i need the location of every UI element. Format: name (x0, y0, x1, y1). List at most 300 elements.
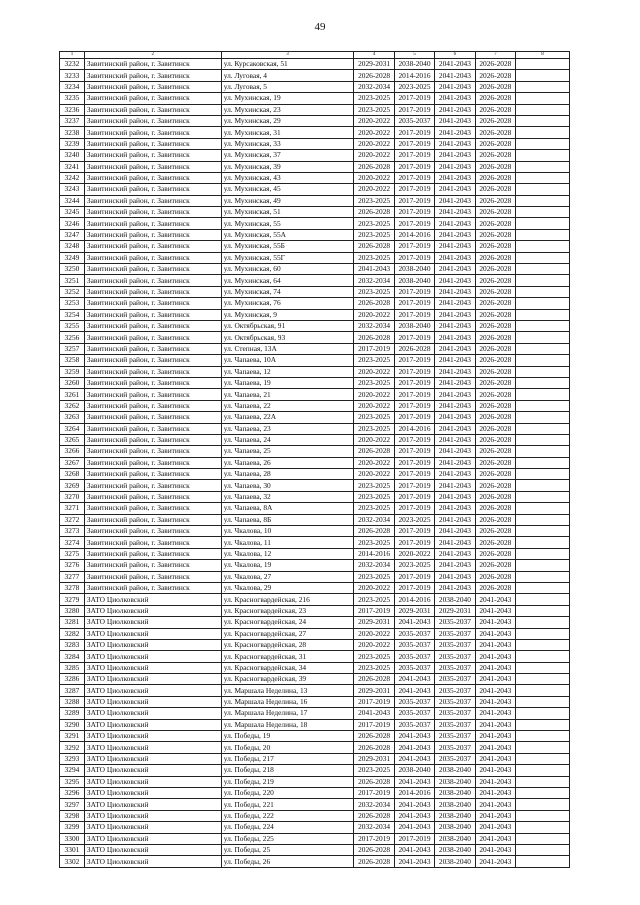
period-3-cell: 2041-2043 (435, 104, 475, 115)
table-row (60, 514, 570, 525)
period-3-cell: 2041-2043 (435, 571, 475, 582)
period-3-cell: 2041-2043 (435, 309, 475, 320)
district-locality-cell: Завитинский район, г. Завитинск (84, 59, 221, 70)
district-locality-cell: Завитинский район, г. Завитинск (84, 93, 221, 104)
note-cell (516, 662, 570, 673)
period-1-cell: 2026-2028 (354, 856, 394, 867)
table-row (60, 799, 570, 810)
period-3-cell: 2041-2043 (435, 582, 475, 593)
row-number-cell: 3287 (60, 685, 85, 696)
district-locality-cell: Завитинский район, г. Завитинск (84, 264, 221, 275)
district-locality-cell: Завитинский район, г. Завитинск (84, 104, 221, 115)
street-address-cell: ул. Маршала Неделина, 17 (221, 708, 354, 719)
note-cell (516, 127, 570, 138)
period-2-cell: 2041-2043 (394, 731, 434, 742)
district-locality-cell: Завитинский район, г. Завитинск (84, 275, 221, 286)
street-address-cell: ул. Чкалова, 11 (221, 537, 354, 548)
period-4-cell: 2041-2043 (475, 605, 515, 616)
note-cell (516, 286, 570, 297)
row-number-cell: 3275 (60, 548, 85, 559)
period-3-cell: 2041-2043 (435, 423, 475, 434)
period-2-cell: 2014-2016 (394, 229, 434, 240)
table-row (60, 275, 570, 286)
street-address-cell: ул. Мухинская, 39 (221, 161, 354, 172)
period-4-cell: 2041-2043 (475, 617, 515, 628)
period-4-cell: 2026-2028 (475, 252, 515, 263)
period-3-cell: 2029-2031 (435, 605, 475, 616)
note-cell (516, 537, 570, 548)
note-cell (516, 628, 570, 639)
period-1-cell: 2020-2022 (354, 138, 394, 149)
table-row (60, 469, 570, 480)
note-cell (516, 412, 570, 423)
table-row (60, 389, 570, 400)
row-number-cell: 3269 (60, 480, 85, 491)
period-2-cell: 2014-2016 (394, 70, 434, 81)
period-2-cell: 2017-2019 (394, 172, 434, 183)
period-2-cell: 2017-2019 (394, 526, 434, 537)
period-4-cell: 2026-2028 (475, 241, 515, 252)
district-locality-cell: ЗАТО Циолковский (84, 822, 221, 833)
table-row (60, 207, 570, 218)
period-2-cell: 2017-2019 (394, 195, 434, 206)
period-4-cell: 2026-2028 (475, 93, 515, 104)
period-4-cell: 2026-2028 (475, 229, 515, 240)
note-cell (516, 423, 570, 434)
period-3-cell: 2041-2043 (435, 252, 475, 263)
period-1-cell: 2026-2028 (354, 776, 394, 787)
period-4-cell: 2026-2028 (475, 389, 515, 400)
period-2-cell: 2017-2019 (394, 127, 434, 138)
period-2-cell: 2017-2019 (394, 491, 434, 502)
period-2-cell: 2029-2031 (394, 605, 434, 616)
row-number-cell: 3236 (60, 104, 85, 115)
period-3-cell: 2041-2043 (435, 298, 475, 309)
note-cell (516, 115, 570, 126)
table-row (60, 195, 570, 206)
period-3-cell: 2041-2043 (435, 355, 475, 366)
period-1-cell: 2032-2034 (354, 514, 394, 525)
note-cell (516, 696, 570, 707)
street-address-cell: ул. Мухинская, 51 (221, 207, 354, 218)
period-3-cell: 2041-2043 (435, 207, 475, 218)
note-cell (516, 400, 570, 411)
period-4-cell: 2041-2043 (475, 822, 515, 833)
district-locality-cell: ЗАТО Циолковский (84, 844, 221, 855)
period-1-cell: 2023-2025 (354, 491, 394, 502)
period-1-cell: 2026-2028 (354, 207, 394, 218)
street-address-cell: ул. Степная, 13А (221, 343, 354, 354)
period-2-cell: 2017-2019 (394, 207, 434, 218)
district-locality-cell: ЗАТО Циолковский (84, 833, 221, 844)
period-1-cell: 2032-2034 (354, 799, 394, 810)
period-3-cell: 2035-2037 (435, 696, 475, 707)
district-locality-cell: ЗАТО Циолковский (84, 708, 221, 719)
period-4-cell: 2041-2043 (475, 594, 515, 605)
note-cell (516, 355, 570, 366)
table-row (60, 81, 570, 92)
note-cell (516, 639, 570, 650)
note-cell (516, 252, 570, 263)
street-address-cell: ул. Курсаковская, 51 (221, 59, 354, 70)
street-address-cell: ул. Чапаева, 26 (221, 457, 354, 468)
period-3-cell: 2041-2043 (435, 184, 475, 195)
note-cell (516, 776, 570, 787)
table-row (60, 59, 570, 70)
period-2-cell: 2017-2019 (394, 582, 434, 593)
period-2-cell: 2017-2019 (394, 355, 434, 366)
period-1-cell: 2020-2022 (354, 172, 394, 183)
street-address-cell: ул. Победы, 221 (221, 799, 354, 810)
row-number-cell: 3235 (60, 93, 85, 104)
period-3-cell: 2041-2043 (435, 469, 475, 480)
period-2-cell: 2023-2025 (394, 81, 434, 92)
street-address-cell: ул. Луговая, 4 (221, 70, 354, 81)
period-1-cell: 2029-2031 (354, 685, 394, 696)
period-4-cell: 2026-2028 (475, 320, 515, 331)
period-1-cell: 2020-2022 (354, 628, 394, 639)
note-cell (516, 548, 570, 559)
district-locality-cell: Завитинский район, г. Завитинск (84, 127, 221, 138)
period-3-cell: 2035-2037 (435, 662, 475, 673)
table-row (60, 833, 570, 844)
row-number-cell: 3284 (60, 651, 85, 662)
period-3-cell: 2041-2043 (435, 150, 475, 161)
period-2-cell: 2017-2019 (394, 138, 434, 149)
table-row (60, 93, 570, 104)
table-row (60, 184, 570, 195)
note-cell (516, 264, 570, 275)
period-2-cell: 2041-2043 (394, 844, 434, 855)
district-locality-cell: Завитинский район, г. Завитинск (84, 138, 221, 149)
period-4-cell: 2026-2028 (475, 343, 515, 354)
period-3-cell: 2041-2043 (435, 343, 475, 354)
street-address-cell: ул. Чапаева, 30 (221, 480, 354, 491)
district-locality-cell: Завитинский район, г. Завитинск (84, 582, 221, 593)
table-row (60, 218, 570, 229)
street-address-cell: ул. Мухинская, 23 (221, 104, 354, 115)
district-locality-cell: Завитинский район, г. Завитинск (84, 218, 221, 229)
row-number-cell: 3255 (60, 320, 85, 331)
period-2-cell: 2041-2043 (394, 799, 434, 810)
period-2-cell: 2017-2019 (394, 537, 434, 548)
note-cell (516, 651, 570, 662)
note-cell (516, 434, 570, 445)
district-locality-cell: Завитинский район, г. Завитинск (84, 172, 221, 183)
note-cell (516, 457, 570, 468)
row-number-cell: 3291 (60, 731, 85, 742)
street-address-cell: ул. Чапаева, 23 (221, 423, 354, 434)
period-2-cell: 2041-2043 (394, 685, 434, 696)
district-locality-cell: Завитинский район, г. Завитинск (84, 469, 221, 480)
housing-register-table (59, 51, 570, 868)
table-row (60, 480, 570, 491)
district-locality-cell: ЗАТО Циолковский (84, 856, 221, 867)
note-cell (516, 731, 570, 742)
table-row (60, 332, 570, 343)
period-2-cell: 2017-2019 (394, 241, 434, 252)
row-number-cell: 3254 (60, 309, 85, 320)
period-1-cell: 2017-2019 (354, 788, 394, 799)
row-number-cell: 3240 (60, 150, 85, 161)
period-1-cell: 2023-2025 (354, 218, 394, 229)
row-number-cell: 3290 (60, 719, 85, 730)
table-row (60, 343, 570, 354)
row-number-cell: 3267 (60, 457, 85, 468)
period-4-cell: 2026-2028 (475, 457, 515, 468)
street-address-cell: ул. Чапаева, 24 (221, 434, 354, 445)
period-2-cell: 2041-2043 (394, 674, 434, 685)
period-4-cell: 2041-2043 (475, 696, 515, 707)
period-1-cell: 2017-2019 (354, 343, 394, 354)
district-locality-cell: Завитинский район, г. Завитинск (84, 81, 221, 92)
row-number-cell: 3283 (60, 639, 85, 650)
row-number-cell: 3285 (60, 662, 85, 673)
row-number-cell: 3270 (60, 491, 85, 502)
table-row (60, 138, 570, 149)
period-2-cell: 2041-2043 (394, 753, 434, 764)
district-locality-cell: Завитинский район, г. Завитинск (84, 115, 221, 126)
street-address-cell: ул. Мухинская, 74 (221, 286, 354, 297)
district-locality-cell: Завитинский район, г. Завитинск (84, 389, 221, 400)
street-address-cell: ул. Мухинская, 29 (221, 115, 354, 126)
period-2-cell: 2017-2019 (394, 309, 434, 320)
period-4-cell: 2026-2028 (475, 195, 515, 206)
period-4-cell: 2026-2028 (475, 434, 515, 445)
period-2-cell: 2035-2037 (394, 719, 434, 730)
table-row (60, 241, 570, 252)
street-address-cell: ул. Октябрьская, 93 (221, 332, 354, 343)
period-4-cell: 2041-2043 (475, 799, 515, 810)
district-locality-cell: Завитинский район, г. Завитинск (84, 423, 221, 434)
period-4-cell: 2026-2028 (475, 503, 515, 514)
note-cell (516, 195, 570, 206)
period-4-cell: 2026-2028 (475, 127, 515, 138)
period-1-cell: 2023-2025 (354, 377, 394, 388)
note-cell (516, 526, 570, 537)
district-locality-cell: ЗАТО Циолковский (84, 696, 221, 707)
row-number-cell: 3244 (60, 195, 85, 206)
table-row (60, 366, 570, 377)
table-row (60, 617, 570, 628)
street-address-cell: ул. Чапаева, 10А (221, 355, 354, 366)
row-number-cell: 3237 (60, 115, 85, 126)
row-number-cell: 3278 (60, 582, 85, 593)
note-cell (516, 719, 570, 730)
street-address-cell: ул. Мухинская, 76 (221, 298, 354, 309)
period-3-cell: 2038-2040 (435, 776, 475, 787)
period-4-cell: 2041-2043 (475, 685, 515, 696)
period-2-cell: 2017-2019 (394, 389, 434, 400)
note-cell (516, 685, 570, 696)
note-cell (516, 81, 570, 92)
district-locality-cell: ЗАТО Циолковский (84, 799, 221, 810)
period-4-cell: 2026-2028 (475, 537, 515, 548)
period-2-cell: 2017-2019 (394, 286, 434, 297)
period-1-cell: 2020-2022 (354, 115, 394, 126)
period-1-cell: 2026-2028 (354, 810, 394, 821)
note-cell (516, 161, 570, 172)
period-2-cell: 2041-2043 (394, 617, 434, 628)
district-locality-cell: ЗАТО Циолковский (84, 753, 221, 764)
period-4-cell: 2026-2028 (475, 400, 515, 411)
column-number: 7 (475, 52, 515, 59)
note-cell (516, 70, 570, 81)
row-number-cell: 3241 (60, 161, 85, 172)
table-row (60, 560, 570, 571)
row-number-cell: 3296 (60, 788, 85, 799)
period-4-cell: 2026-2028 (475, 275, 515, 286)
period-2-cell: 2038-2040 (394, 264, 434, 275)
period-4-cell: 2041-2043 (475, 833, 515, 844)
period-3-cell: 2038-2040 (435, 788, 475, 799)
period-2-cell: 2014-2016 (394, 423, 434, 434)
row-number-cell: 3242 (60, 172, 85, 183)
period-3-cell: 2041-2043 (435, 138, 475, 149)
note-cell (516, 150, 570, 161)
table-row (60, 457, 570, 468)
period-3-cell: 2041-2043 (435, 560, 475, 571)
period-1-cell: 2023-2025 (354, 423, 394, 434)
period-2-cell: 2017-2019 (394, 412, 434, 423)
period-1-cell: 2020-2022 (354, 469, 394, 480)
period-3-cell: 2041-2043 (435, 526, 475, 537)
period-3-cell: 2038-2040 (435, 822, 475, 833)
period-2-cell: 2017-2019 (394, 252, 434, 263)
period-3-cell: 2041-2043 (435, 275, 475, 286)
period-3-cell: 2041-2043 (435, 195, 475, 206)
period-3-cell: 2041-2043 (435, 503, 475, 514)
period-4-cell: 2026-2028 (475, 332, 515, 343)
period-1-cell: 2020-2022 (354, 582, 394, 593)
note-cell (516, 389, 570, 400)
period-1-cell: 2017-2019 (354, 719, 394, 730)
period-2-cell: 2017-2019 (394, 104, 434, 115)
street-address-cell: ул. Мухинская, 37 (221, 150, 354, 161)
street-address-cell: ул. Луговая, 5 (221, 81, 354, 92)
district-locality-cell: ЗАТО Циолковский (84, 594, 221, 605)
district-locality-cell: Завитинский район, г. Завитинск (84, 480, 221, 491)
period-4-cell: 2026-2028 (475, 70, 515, 81)
district-locality-cell: ЗАТО Циолковский (84, 662, 221, 673)
table-row (60, 674, 570, 685)
period-4-cell: 2041-2043 (475, 776, 515, 787)
district-locality-cell: Завитинский район, г. Завитинск (84, 571, 221, 582)
period-4-cell: 2026-2028 (475, 59, 515, 70)
period-3-cell: 2035-2037 (435, 651, 475, 662)
period-4-cell: 2041-2043 (475, 719, 515, 730)
row-number-cell: 3280 (60, 605, 85, 616)
period-3-cell: 2041-2043 (435, 446, 475, 457)
district-locality-cell: Завитинский район, г. Завитинск (84, 412, 221, 423)
row-number-cell: 3257 (60, 343, 85, 354)
period-2-cell: 2023-2025 (394, 560, 434, 571)
table-row (60, 309, 570, 320)
street-address-cell: ул. Победы, 220 (221, 788, 354, 799)
period-2-cell: 2035-2037 (394, 708, 434, 719)
period-1-cell: 2029-2031 (354, 617, 394, 628)
row-number-cell: 3272 (60, 514, 85, 525)
period-2-cell: 2017-2019 (394, 150, 434, 161)
period-2-cell: 2017-2019 (394, 446, 434, 457)
street-address-cell: ул. Победы, 224 (221, 822, 354, 833)
note-cell (516, 605, 570, 616)
period-2-cell: 2017-2019 (394, 218, 434, 229)
street-address-cell: ул. Чапаева, 25 (221, 446, 354, 457)
row-number-cell: 3248 (60, 241, 85, 252)
note-cell (516, 810, 570, 821)
row-number-cell: 3253 (60, 298, 85, 309)
district-locality-cell: ЗАТО Циолковский (84, 651, 221, 662)
table-row (60, 685, 570, 696)
period-1-cell: 2023-2025 (354, 480, 394, 491)
row-number-cell: 3281 (60, 617, 85, 628)
period-1-cell: 2029-2031 (354, 753, 394, 764)
street-address-cell: ул. Чкалова, 19 (221, 560, 354, 571)
period-4-cell: 2026-2028 (475, 491, 515, 502)
table-row (60, 70, 570, 81)
street-address-cell: ул. Красногвардейская, 24 (221, 617, 354, 628)
period-4-cell: 2026-2028 (475, 81, 515, 92)
period-1-cell: 2020-2022 (354, 150, 394, 161)
row-number-cell: 3243 (60, 184, 85, 195)
table-row (60, 491, 570, 502)
district-locality-cell: ЗАТО Циолковский (84, 742, 221, 753)
period-3-cell: 2038-2040 (435, 810, 475, 821)
period-2-cell: 2038-2040 (394, 320, 434, 331)
table-row (60, 377, 570, 388)
period-1-cell: 2026-2028 (354, 70, 394, 81)
street-address-cell: ул. Мухинская, 9 (221, 309, 354, 320)
period-4-cell: 2026-2028 (475, 309, 515, 320)
period-3-cell: 2035-2037 (435, 639, 475, 650)
row-number-cell: 3271 (60, 503, 85, 514)
period-4-cell: 2041-2043 (475, 753, 515, 764)
row-number-cell: 3232 (60, 59, 85, 70)
row-number-cell: 3262 (60, 400, 85, 411)
column-number: 3 (221, 52, 354, 59)
period-2-cell: 2023-2025 (394, 514, 434, 525)
district-locality-cell: ЗАТО Циолковский (84, 788, 221, 799)
period-1-cell: 2020-2022 (354, 184, 394, 195)
period-3-cell: 2041-2043 (435, 127, 475, 138)
period-4-cell: 2026-2028 (475, 298, 515, 309)
period-4-cell: 2026-2028 (475, 150, 515, 161)
period-4-cell: 2041-2043 (475, 708, 515, 719)
street-address-cell: ул. Мухинская, 55Г (221, 252, 354, 263)
period-4-cell: 2041-2043 (475, 856, 515, 867)
row-number-cell: 3233 (60, 70, 85, 81)
note-cell (516, 469, 570, 480)
table-row (60, 526, 570, 537)
row-number-cell: 3259 (60, 366, 85, 377)
note-cell (516, 320, 570, 331)
period-1-cell: 2023-2025 (354, 229, 394, 240)
period-3-cell: 2041-2043 (435, 480, 475, 491)
table-row (60, 742, 570, 753)
period-3-cell: 2041-2043 (435, 161, 475, 172)
period-1-cell: 2026-2028 (354, 674, 394, 685)
period-1-cell: 2023-2025 (354, 651, 394, 662)
period-3-cell: 2041-2043 (435, 366, 475, 377)
table-row (60, 651, 570, 662)
period-2-cell: 2041-2043 (394, 742, 434, 753)
period-4-cell: 2026-2028 (475, 366, 515, 377)
period-3-cell: 2041-2043 (435, 70, 475, 81)
row-number-cell: 3239 (60, 138, 85, 149)
period-1-cell: 2032-2034 (354, 275, 394, 286)
district-locality-cell: Завитинский район, г. Завитинск (84, 548, 221, 559)
